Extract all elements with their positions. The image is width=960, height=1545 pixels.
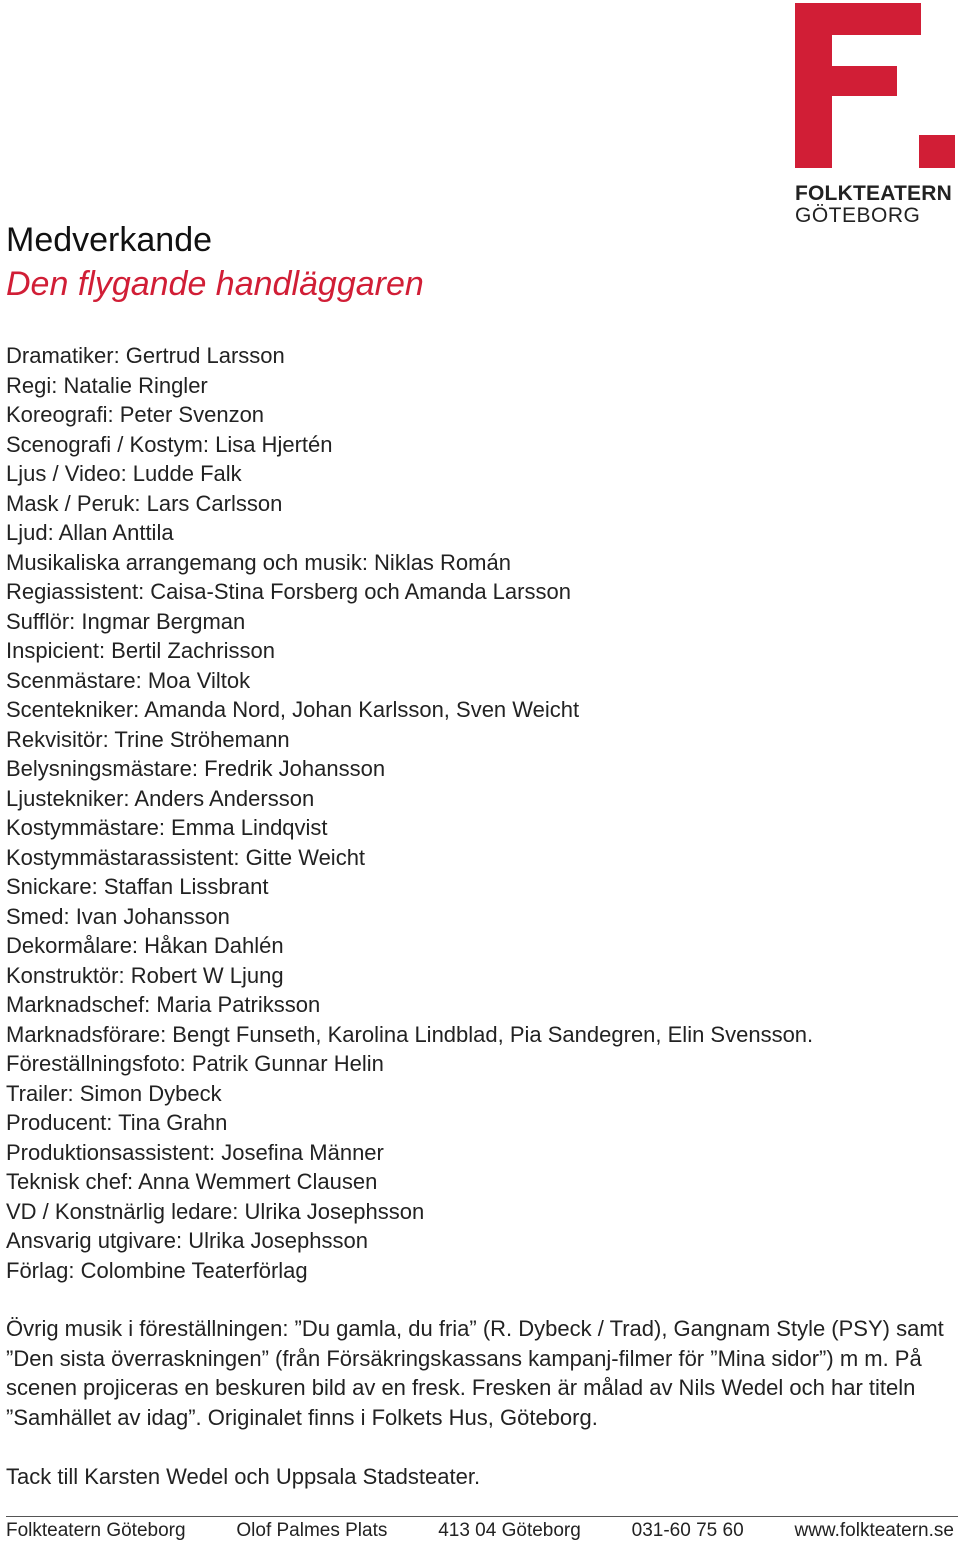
folkteatern-logo	[795, 3, 957, 171]
footer-postal: 413 04 Göteborg	[438, 1520, 581, 1541]
credit-line: Belysningsmästare: Fredrik Johansson	[6, 756, 386, 781]
page-title: Medverkande	[6, 221, 213, 259]
thanks-line: Tack till Karsten Wedel och Uppsala Stadsteater.	[6, 1464, 481, 1489]
logo-city: GÖTEBORG	[795, 204, 921, 227]
credit-line: Ljus / Video: Ludde Falk	[6, 461, 242, 486]
credit-line: VD / Konstnärlig ledare: Ulrika Josephsson	[6, 1198, 425, 1224]
footer-divider	[6, 1516, 958, 1517]
credit-line: Producent: Tina Grahn	[6, 1110, 228, 1135]
credit-line: Rekvisitör: Trine Ströhemann	[6, 726, 290, 752]
credit-line: Kostymmästarassistent: Gitte Weicht	[6, 844, 366, 870]
credit-line: Scenografi / Kostym: Lisa Hjertén	[6, 431, 333, 457]
credit-line: Snickare: Staffan Lissbrant	[6, 874, 269, 899]
credit-line: Dramatiker: Gertrud Larsson	[6, 343, 285, 368]
credit-line: Förlag: Colombine Teaterförlag	[6, 1257, 308, 1283]
credit-line: Produktionsassistent: Josefina Männer	[6, 1139, 384, 1165]
credit-line: Mask / Peruk: Lars Carlsson	[6, 490, 283, 516]
credit-line: Scenmästare: Moa Viltok	[6, 667, 251, 693]
credit-line: Konstruktör: Robert W Ljung	[6, 962, 284, 988]
footer-org: Folkteatern Göteborg	[6, 1520, 186, 1541]
credit-line: Koreografi: Peter Svenzon	[6, 402, 265, 427]
credit-line: Kostymmästare: Emma Lindqvist	[6, 815, 328, 840]
footer-phone: 031-60 75 60	[631, 1520, 744, 1541]
credit-line: Regiassistent: Caisa-Stina Forsberg och Amanda Larsson	[6, 579, 571, 604]
credit-line: Regi: Natalie Ringler	[6, 372, 208, 398]
credit-line: Inspicient: Bertil Zachrisson	[6, 638, 275, 663]
credit-line: Ljud: Allan Anttila	[6, 520, 174, 545]
credit-line: Smed: Ivan Johansson	[6, 903, 230, 929]
credit-line: Dekormålare: Håkan Dahlén	[6, 933, 284, 958]
footer	[6, 1519, 954, 1543]
folkteatern-f-logo-icon	[795, 3, 957, 171]
credit-line: Marknadschef: Maria Patriksson	[6, 992, 321, 1017]
music-note: Övrig musik i föreställningen: ”Du gamla, du fria” (R. Dybeck / Trad), Gangnam Style (PSY) samt ”Den sista överraskningen” (från Försäkringskassans kampanj-filmer för ”Mina sidor”) m m. På scenen projiceras en beskuren bild av en fresk. Fresken är målad av Nils Wedel och har titeln ”Samhället av idag”. Originalet finns i Folkets Hus, Göteborg.	[6, 1316, 944, 1430]
footer-street: Olof Palmes Plats	[236, 1520, 388, 1541]
credit-line: Musikaliska arrangemang och musik: Niklas Román	[6, 549, 511, 575]
credit-line: Teknisk chef: Anna Wemmert Clausen	[6, 1169, 378, 1194]
credit-line: Ljustekniker: Anders Andersson	[6, 785, 315, 811]
credit-line: Ansvarig utgivare: Ulrika Josephsson	[6, 1228, 368, 1253]
credit-line: Trailer: Simon Dybeck	[6, 1080, 222, 1106]
credit-line: Scentekniker: Amanda Nord, Johan Karlsson, Sven Weicht	[6, 697, 580, 722]
logo-name: FOLKTEATERN	[795, 182, 952, 205]
footer-web-link[interactable]: www.folkteatern.se	[794, 1520, 954, 1541]
credit-line: Sufflör: Ingmar Bergman	[6, 608, 246, 634]
credits-list	[6, 341, 813, 1285]
production-title: Den flygande handläggaren	[6, 265, 424, 303]
credit-line: Marknadsförare: Bengt Funseth, Karolina Lindblad, Pia Sandegren, Elin Svensson.	[6, 1021, 814, 1047]
credit-line: Föreställningsfoto: Patrik Gunnar Helin	[6, 1051, 384, 1076]
